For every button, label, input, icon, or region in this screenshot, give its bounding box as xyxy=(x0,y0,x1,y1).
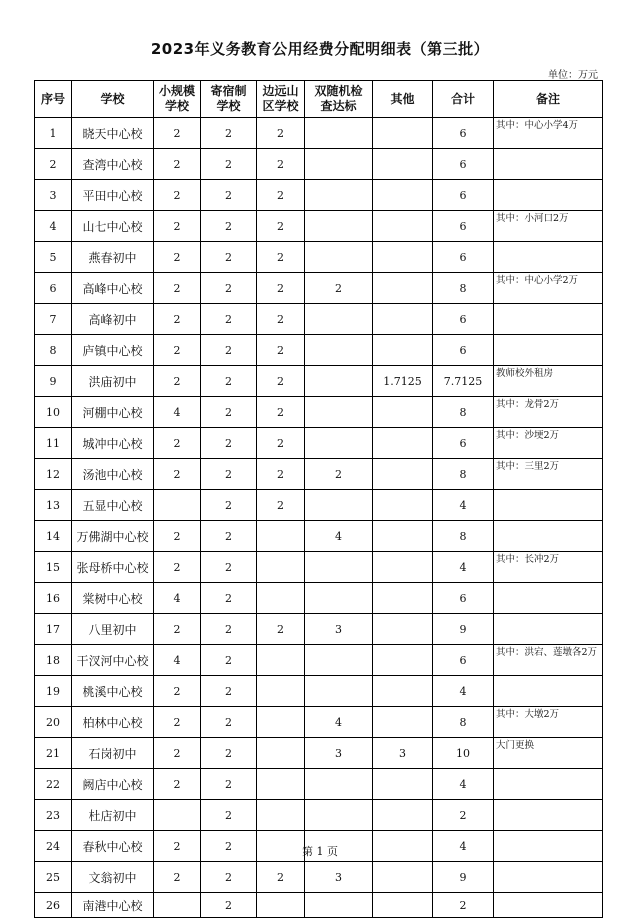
cell-double-random-check xyxy=(305,800,373,831)
cell-school: 春秋中心校 xyxy=(72,831,154,862)
cell-boarding: 2 xyxy=(201,552,257,583)
cell-total: 6 xyxy=(433,180,494,211)
cell-row-number: 12 xyxy=(35,459,72,490)
cell-boarding: 2 xyxy=(201,893,257,918)
cell-double-random-check xyxy=(305,769,373,800)
cell-school: 干汊河中心校 xyxy=(72,645,154,676)
cell-small-scale: 2 xyxy=(154,366,201,397)
cell-row-number: 11 xyxy=(35,428,72,459)
cell-boarding: 2 xyxy=(201,862,257,893)
cell-remote: 2 xyxy=(257,211,305,242)
cell-total: 6 xyxy=(433,645,494,676)
cell-row-number: 14 xyxy=(35,521,72,552)
cell-other xyxy=(373,211,433,242)
table-row xyxy=(35,211,603,242)
cell-school: 石岗初中 xyxy=(72,738,154,769)
cell-remote: 2 xyxy=(257,304,305,335)
cell-small-scale: 2 xyxy=(154,831,201,862)
cell-remote: 2 xyxy=(257,459,305,490)
cell-boarding: 2 xyxy=(201,738,257,769)
cell-small-scale xyxy=(154,490,201,521)
cell-school: 桃溪中心校 xyxy=(72,676,154,707)
header-no: 序号 xyxy=(35,81,72,118)
cell-double-random-check xyxy=(305,645,373,676)
cell-note xyxy=(494,583,603,614)
table-row xyxy=(35,769,603,800)
cell-school: 万佛湖中心校 xyxy=(72,521,154,552)
cell-school: 五显中心校 xyxy=(72,490,154,521)
cell-boarding: 2 xyxy=(201,676,257,707)
cell-remote xyxy=(257,552,305,583)
cell-double-random-check xyxy=(305,180,373,211)
cell-other xyxy=(373,552,433,583)
table-row xyxy=(35,180,603,211)
cell-total: 4 xyxy=(433,490,494,521)
cell-school: 晓天中心校 xyxy=(72,118,154,149)
cell-total: 9 xyxy=(433,862,494,893)
cell-note xyxy=(494,893,603,918)
cell-small-scale: 2 xyxy=(154,242,201,273)
cell-remote: 2 xyxy=(257,428,305,459)
table-row xyxy=(35,366,603,397)
cell-other xyxy=(373,180,433,211)
cell-row-number: 26 xyxy=(35,893,72,918)
cell-other xyxy=(373,707,433,738)
cell-remote: 2 xyxy=(257,862,305,893)
cell-school: 查湾中心校 xyxy=(72,149,154,180)
cell-small-scale: 4 xyxy=(154,645,201,676)
cell-boarding: 2 xyxy=(201,490,257,521)
cell-remote: 2 xyxy=(257,149,305,180)
cell-boarding: 2 xyxy=(201,211,257,242)
cell-other xyxy=(373,304,433,335)
header-total: 合计 xyxy=(433,81,494,118)
cell-remote: 2 xyxy=(257,335,305,366)
cell-other xyxy=(373,273,433,304)
cell-total: 8 xyxy=(433,273,494,304)
cell-school: 洪庙初中 xyxy=(72,366,154,397)
cell-boarding: 2 xyxy=(201,831,257,862)
cell-note xyxy=(494,490,603,521)
cell-total: 8 xyxy=(433,459,494,490)
table-row xyxy=(35,738,603,769)
cell-other xyxy=(373,614,433,645)
cell-other xyxy=(373,800,433,831)
cell-total: 6 xyxy=(433,211,494,242)
cell-row-number: 2 xyxy=(35,149,72,180)
cell-double-random-check xyxy=(305,211,373,242)
header-double-random-check: 双随机检 查达标 xyxy=(305,81,373,118)
table-row xyxy=(35,552,603,583)
cell-other xyxy=(373,583,433,614)
cell-remote: 2 xyxy=(257,273,305,304)
cell-row-number: 23 xyxy=(35,800,72,831)
cell-double-random-check xyxy=(305,583,373,614)
cell-small-scale: 2 xyxy=(154,211,201,242)
cell-small-scale: 2 xyxy=(154,738,201,769)
table-row xyxy=(35,304,603,335)
cell-boarding: 2 xyxy=(201,180,257,211)
cell-note: 其中：中心小学4万 xyxy=(494,118,603,149)
cell-remote: 2 xyxy=(257,490,305,521)
table-row xyxy=(35,428,603,459)
table-row xyxy=(35,800,603,831)
cell-boarding: 2 xyxy=(201,118,257,149)
cell-row-number: 22 xyxy=(35,769,72,800)
cell-note: 其中：大墩2万 xyxy=(494,707,603,738)
cell-small-scale: 2 xyxy=(154,769,201,800)
cell-school: 高峰中心校 xyxy=(72,273,154,304)
cell-double-random-check: 4 xyxy=(305,521,373,552)
cell-row-number: 4 xyxy=(35,211,72,242)
cell-double-random-check xyxy=(305,118,373,149)
cell-row-number: 10 xyxy=(35,397,72,428)
table-row xyxy=(35,490,603,521)
cell-school: 阙店中心校 xyxy=(72,769,154,800)
cell-row-number: 25 xyxy=(35,862,72,893)
cell-school: 柏林中心校 xyxy=(72,707,154,738)
cell-total: 6 xyxy=(433,242,494,273)
cell-double-random-check: 3 xyxy=(305,738,373,769)
cell-boarding: 2 xyxy=(201,645,257,676)
cell-small-scale: 2 xyxy=(154,552,201,583)
cell-boarding: 2 xyxy=(201,521,257,552)
cell-remote xyxy=(257,707,305,738)
cell-note xyxy=(494,335,603,366)
cell-small-scale: 2 xyxy=(154,149,201,180)
cell-note xyxy=(494,862,603,893)
cell-double-random-check xyxy=(305,893,373,918)
cell-remote: 2 xyxy=(257,397,305,428)
cell-small-scale: 2 xyxy=(154,862,201,893)
cell-small-scale: 4 xyxy=(154,397,201,428)
cell-row-number: 8 xyxy=(35,335,72,366)
cell-small-scale: 4 xyxy=(154,583,201,614)
cell-note xyxy=(494,180,603,211)
header-school: 学校 xyxy=(72,81,154,118)
cell-note xyxy=(494,614,603,645)
cell-row-number: 5 xyxy=(35,242,72,273)
cell-row-number: 20 xyxy=(35,707,72,738)
table-header-row xyxy=(35,81,603,118)
cell-double-random-check xyxy=(305,552,373,583)
cell-small-scale: 2 xyxy=(154,521,201,552)
cell-total: 7.7125 xyxy=(433,366,494,397)
cell-total: 4 xyxy=(433,831,494,862)
cell-note xyxy=(494,800,603,831)
cell-school: 山七中心校 xyxy=(72,211,154,242)
cell-total: 6 xyxy=(433,149,494,180)
cell-row-number: 7 xyxy=(35,304,72,335)
table-row xyxy=(35,118,603,149)
cell-row-number: 16 xyxy=(35,583,72,614)
cell-boarding: 2 xyxy=(201,614,257,645)
cell-other xyxy=(373,893,433,918)
header-boarding: 寄宿制 学校 xyxy=(201,81,257,118)
cell-row-number: 17 xyxy=(35,614,72,645)
cell-school: 城冲中心校 xyxy=(72,428,154,459)
cell-total: 6 xyxy=(433,583,494,614)
cell-total: 10 xyxy=(433,738,494,769)
table-row xyxy=(35,459,603,490)
cell-other xyxy=(373,149,433,180)
cell-remote: 2 xyxy=(257,118,305,149)
table-row xyxy=(35,397,603,428)
header-other: 其他 xyxy=(373,81,433,118)
cell-small-scale xyxy=(154,800,201,831)
cell-school: 高峰初中 xyxy=(72,304,154,335)
cell-remote: 2 xyxy=(257,614,305,645)
cell-remote xyxy=(257,583,305,614)
table-row xyxy=(35,862,603,893)
cell-remote: 2 xyxy=(257,366,305,397)
cell-small-scale: 2 xyxy=(154,459,201,490)
cell-total: 4 xyxy=(433,676,494,707)
cell-remote: 2 xyxy=(257,242,305,273)
cell-school: 燕春初中 xyxy=(72,242,154,273)
cell-other xyxy=(373,645,433,676)
cell-other xyxy=(373,862,433,893)
cell-other xyxy=(373,118,433,149)
cell-school: 平田中心校 xyxy=(72,180,154,211)
cell-total: 8 xyxy=(433,397,494,428)
cell-school: 张母桥中心校 xyxy=(72,552,154,583)
cell-boarding: 2 xyxy=(201,707,257,738)
table-row xyxy=(35,335,603,366)
cell-note: 其中：小河口2万 xyxy=(494,211,603,242)
cell-total: 6 xyxy=(433,428,494,459)
cell-note xyxy=(494,521,603,552)
cell-note xyxy=(494,676,603,707)
cell-other xyxy=(373,242,433,273)
cell-total: 9 xyxy=(433,614,494,645)
table-row xyxy=(35,893,603,918)
cell-note: 其中：沙埂2万 xyxy=(494,428,603,459)
cell-remote: 2 xyxy=(257,180,305,211)
cell-row-number: 6 xyxy=(35,273,72,304)
cell-note xyxy=(494,149,603,180)
cell-double-random-check: 4 xyxy=(305,707,373,738)
cell-boarding: 2 xyxy=(201,428,257,459)
table-row xyxy=(35,676,603,707)
cell-school: 河棚中心校 xyxy=(72,397,154,428)
cell-double-random-check xyxy=(305,335,373,366)
cell-other xyxy=(373,490,433,521)
cell-double-random-check: 3 xyxy=(305,862,373,893)
cell-school: 庐镇中心校 xyxy=(72,335,154,366)
cell-other: 1.7125 xyxy=(373,366,433,397)
header-small-scale: 小规模 学校 xyxy=(154,81,201,118)
cell-total: 8 xyxy=(433,707,494,738)
table-row xyxy=(35,645,603,676)
cell-remote xyxy=(257,738,305,769)
cell-row-number: 3 xyxy=(35,180,72,211)
cell-small-scale: 2 xyxy=(154,335,201,366)
cell-boarding: 2 xyxy=(201,769,257,800)
cell-double-random-check xyxy=(305,149,373,180)
cell-other xyxy=(373,428,433,459)
cell-school: 八里初中 xyxy=(72,614,154,645)
cell-small-scale: 2 xyxy=(154,273,201,304)
cell-row-number: 9 xyxy=(35,366,72,397)
cell-double-random-check xyxy=(305,490,373,521)
cell-note: 其中：三里2万 xyxy=(494,459,603,490)
table-row xyxy=(35,521,603,552)
page-title: 2023年义务教育公用经费分配明细表（第三批） xyxy=(150,40,490,58)
cell-small-scale: 2 xyxy=(154,304,201,335)
cell-note: 其中：龙骨2万 xyxy=(494,397,603,428)
cell-boarding: 2 xyxy=(201,304,257,335)
cell-double-random-check: 2 xyxy=(305,273,373,304)
cell-school: 棠树中心校 xyxy=(72,583,154,614)
cell-boarding: 2 xyxy=(201,397,257,428)
table-row xyxy=(35,583,603,614)
cell-total: 2 xyxy=(433,800,494,831)
cell-boarding: 2 xyxy=(201,366,257,397)
cell-boarding: 2 xyxy=(201,335,257,366)
cell-note: 其中：中心小学2万 xyxy=(494,273,603,304)
cell-total: 4 xyxy=(433,769,494,800)
cell-total: 6 xyxy=(433,335,494,366)
header-remote: 边远山 区学校 xyxy=(257,81,305,118)
cell-total: 6 xyxy=(433,118,494,149)
table-body xyxy=(35,118,603,918)
cell-remote xyxy=(257,769,305,800)
cell-small-scale: 2 xyxy=(154,676,201,707)
cell-boarding: 2 xyxy=(201,273,257,304)
cell-double-random-check: 3 xyxy=(305,614,373,645)
cell-total: 4 xyxy=(433,552,494,583)
cell-total: 8 xyxy=(433,521,494,552)
cell-row-number: 13 xyxy=(35,490,72,521)
cell-remote xyxy=(257,645,305,676)
cell-note: 其中：长冲2万 xyxy=(494,552,603,583)
cell-row-number: 24 xyxy=(35,831,72,862)
cell-row-number: 15 xyxy=(35,552,72,583)
cell-remote xyxy=(257,521,305,552)
cell-school: 南港中心校 xyxy=(72,893,154,918)
cell-small-scale: 2 xyxy=(154,614,201,645)
cell-boarding: 2 xyxy=(201,459,257,490)
page-footer: 第 1 页 xyxy=(302,845,338,858)
cell-double-random-check xyxy=(305,304,373,335)
cell-other: 3 xyxy=(373,738,433,769)
cell-note: 大门更换 xyxy=(494,738,603,769)
cell-other xyxy=(373,397,433,428)
cell-total: 6 xyxy=(433,304,494,335)
cell-double-random-check xyxy=(305,242,373,273)
cell-school: 杜店初中 xyxy=(72,800,154,831)
allocation-table xyxy=(34,80,603,918)
cell-other xyxy=(373,521,433,552)
cell-other xyxy=(373,676,433,707)
cell-note: 其中：洪宕、莲墩各2万 xyxy=(494,645,603,676)
cell-small-scale xyxy=(154,893,201,918)
cell-row-number: 21 xyxy=(35,738,72,769)
cell-small-scale: 2 xyxy=(154,180,201,211)
cell-double-random-check xyxy=(305,397,373,428)
cell-boarding: 2 xyxy=(201,149,257,180)
cell-other xyxy=(373,335,433,366)
cell-note xyxy=(494,769,603,800)
table-row xyxy=(35,149,603,180)
cell-remote xyxy=(257,800,305,831)
table-row xyxy=(35,707,603,738)
cell-small-scale: 2 xyxy=(154,428,201,459)
cell-double-random-check xyxy=(305,366,373,397)
cell-small-scale: 2 xyxy=(154,707,201,738)
cell-other xyxy=(373,769,433,800)
cell-row-number: 18 xyxy=(35,645,72,676)
cell-double-random-check: 2 xyxy=(305,459,373,490)
cell-school: 汤池中心校 xyxy=(72,459,154,490)
cell-school: 文翁初中 xyxy=(72,862,154,893)
unit-label: 单位：万元 xyxy=(548,70,598,81)
cell-row-number: 19 xyxy=(35,676,72,707)
cell-small-scale: 2 xyxy=(154,118,201,149)
cell-total: 2 xyxy=(433,893,494,918)
cell-note: 教师校外租房 xyxy=(494,366,603,397)
cell-double-random-check xyxy=(305,676,373,707)
table-row xyxy=(35,614,603,645)
cell-note xyxy=(494,242,603,273)
cell-note xyxy=(494,304,603,335)
cell-row-number: 1 xyxy=(35,118,72,149)
cell-remote xyxy=(257,676,305,707)
cell-other xyxy=(373,459,433,490)
cell-boarding: 2 xyxy=(201,242,257,273)
cell-boarding: 2 xyxy=(201,800,257,831)
cell-boarding: 2 xyxy=(201,583,257,614)
table-row xyxy=(35,242,603,273)
cell-double-random-check xyxy=(305,428,373,459)
header-note: 备注 xyxy=(494,81,603,118)
table-row xyxy=(35,273,603,304)
cell-remote xyxy=(257,893,305,918)
